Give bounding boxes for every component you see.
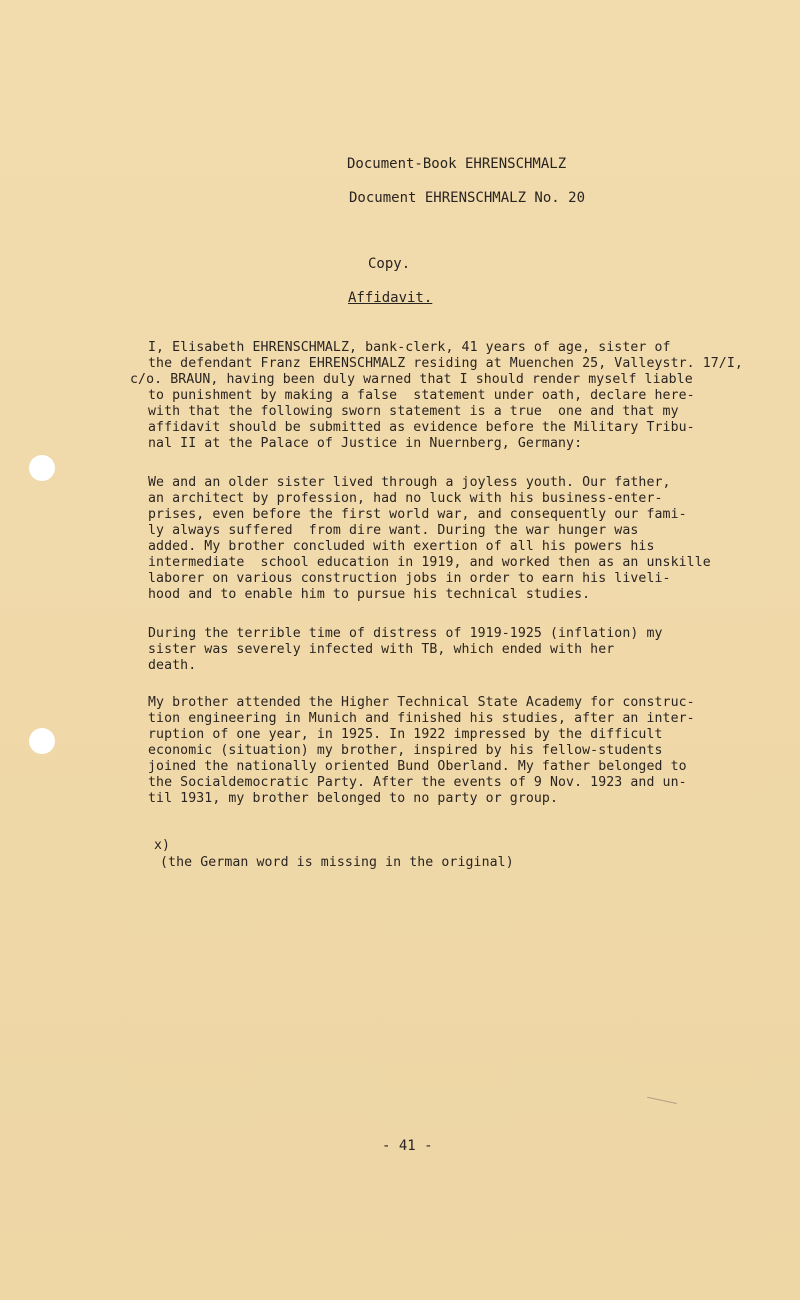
affidavit-title: Affidavit. xyxy=(348,290,433,306)
text-line: My brother attended the Higher Technical State Academy for construc- xyxy=(148,695,695,710)
document-book-header: Document-Book EHRENSCHMALZ xyxy=(347,156,567,172)
text-line: with that the following sworn statement is a true one and that my xyxy=(148,404,679,419)
text-line: til 1931, my brother belonged to no party or group. xyxy=(148,791,559,806)
ink-mark xyxy=(647,1087,679,1104)
text-line: hood and to enable him to pursue his technical studies. xyxy=(148,587,591,602)
text-line: ly always suffered from dire want. During the war hunger was xyxy=(148,523,639,538)
text-line: nal II at the Palace of Justice in Nuernberg, Germany: xyxy=(148,436,583,451)
text-line: economic (situation) my brother, inspired by his fellow-students xyxy=(148,743,663,758)
text-line: the defendant Franz EHRENSCHMALZ residing at Muenchen 25, Valleystr. 17/I, xyxy=(148,356,743,371)
text-line: death. xyxy=(148,658,197,673)
text-line: affidavit should be submitted as evidence before the Military Tribu- xyxy=(148,420,695,435)
text-line: the Socialdemocratic Party. After the events of 9 Nov. 1923 and un- xyxy=(148,775,687,790)
page-number: - 41 - xyxy=(382,1138,433,1154)
text-line: added. My brother concluded with exertion of all his powers his xyxy=(148,539,655,554)
text-line: to punishment by making a false statement under oath, declare here- xyxy=(148,388,695,403)
text-line: We and an older sister lived through a joyless youth. Our father, xyxy=(148,475,671,490)
copy-label: Copy. xyxy=(368,256,411,272)
punch-hole xyxy=(29,728,55,754)
document-number-header: Document EHRENSCHMALZ No. 20 xyxy=(349,190,586,206)
text-line: laborer on various construction jobs in order to earn his liveli- xyxy=(148,571,671,586)
text-line: c/o. BRAUN, having been duly warned that I should render myself liable xyxy=(130,372,693,387)
text-line: ruption of one year, in 1925. In 1922 impressed by the difficult xyxy=(148,727,663,742)
footnote-marker: x) xyxy=(154,838,171,853)
text-line: an architect by profession, had no luck with his business-enter- xyxy=(148,491,663,506)
text-line: intermediate school education in 1919, and worked then as an unskille xyxy=(148,555,711,570)
text-line: During the terrible time of distress of 1919-1925 (inflation) my xyxy=(148,626,663,641)
text-line: tion engineering in Munich and finished his studies, after an inter- xyxy=(148,711,695,726)
text-line: joined the nationally oriented Bund Oberland. My father belonged to xyxy=(148,759,687,774)
text-line: I, Elisabeth EHRENSCHMALZ, bank-clerk, 41 years of age, sister of xyxy=(148,340,671,355)
text-line: prises, even before the first world war, and consequently our fami- xyxy=(148,507,687,522)
punch-hole xyxy=(29,455,55,481)
text-line: sister was severely infected with TB, which ended with her xyxy=(148,642,615,657)
footnote-text: (the German word is missing in the original) xyxy=(160,855,514,870)
